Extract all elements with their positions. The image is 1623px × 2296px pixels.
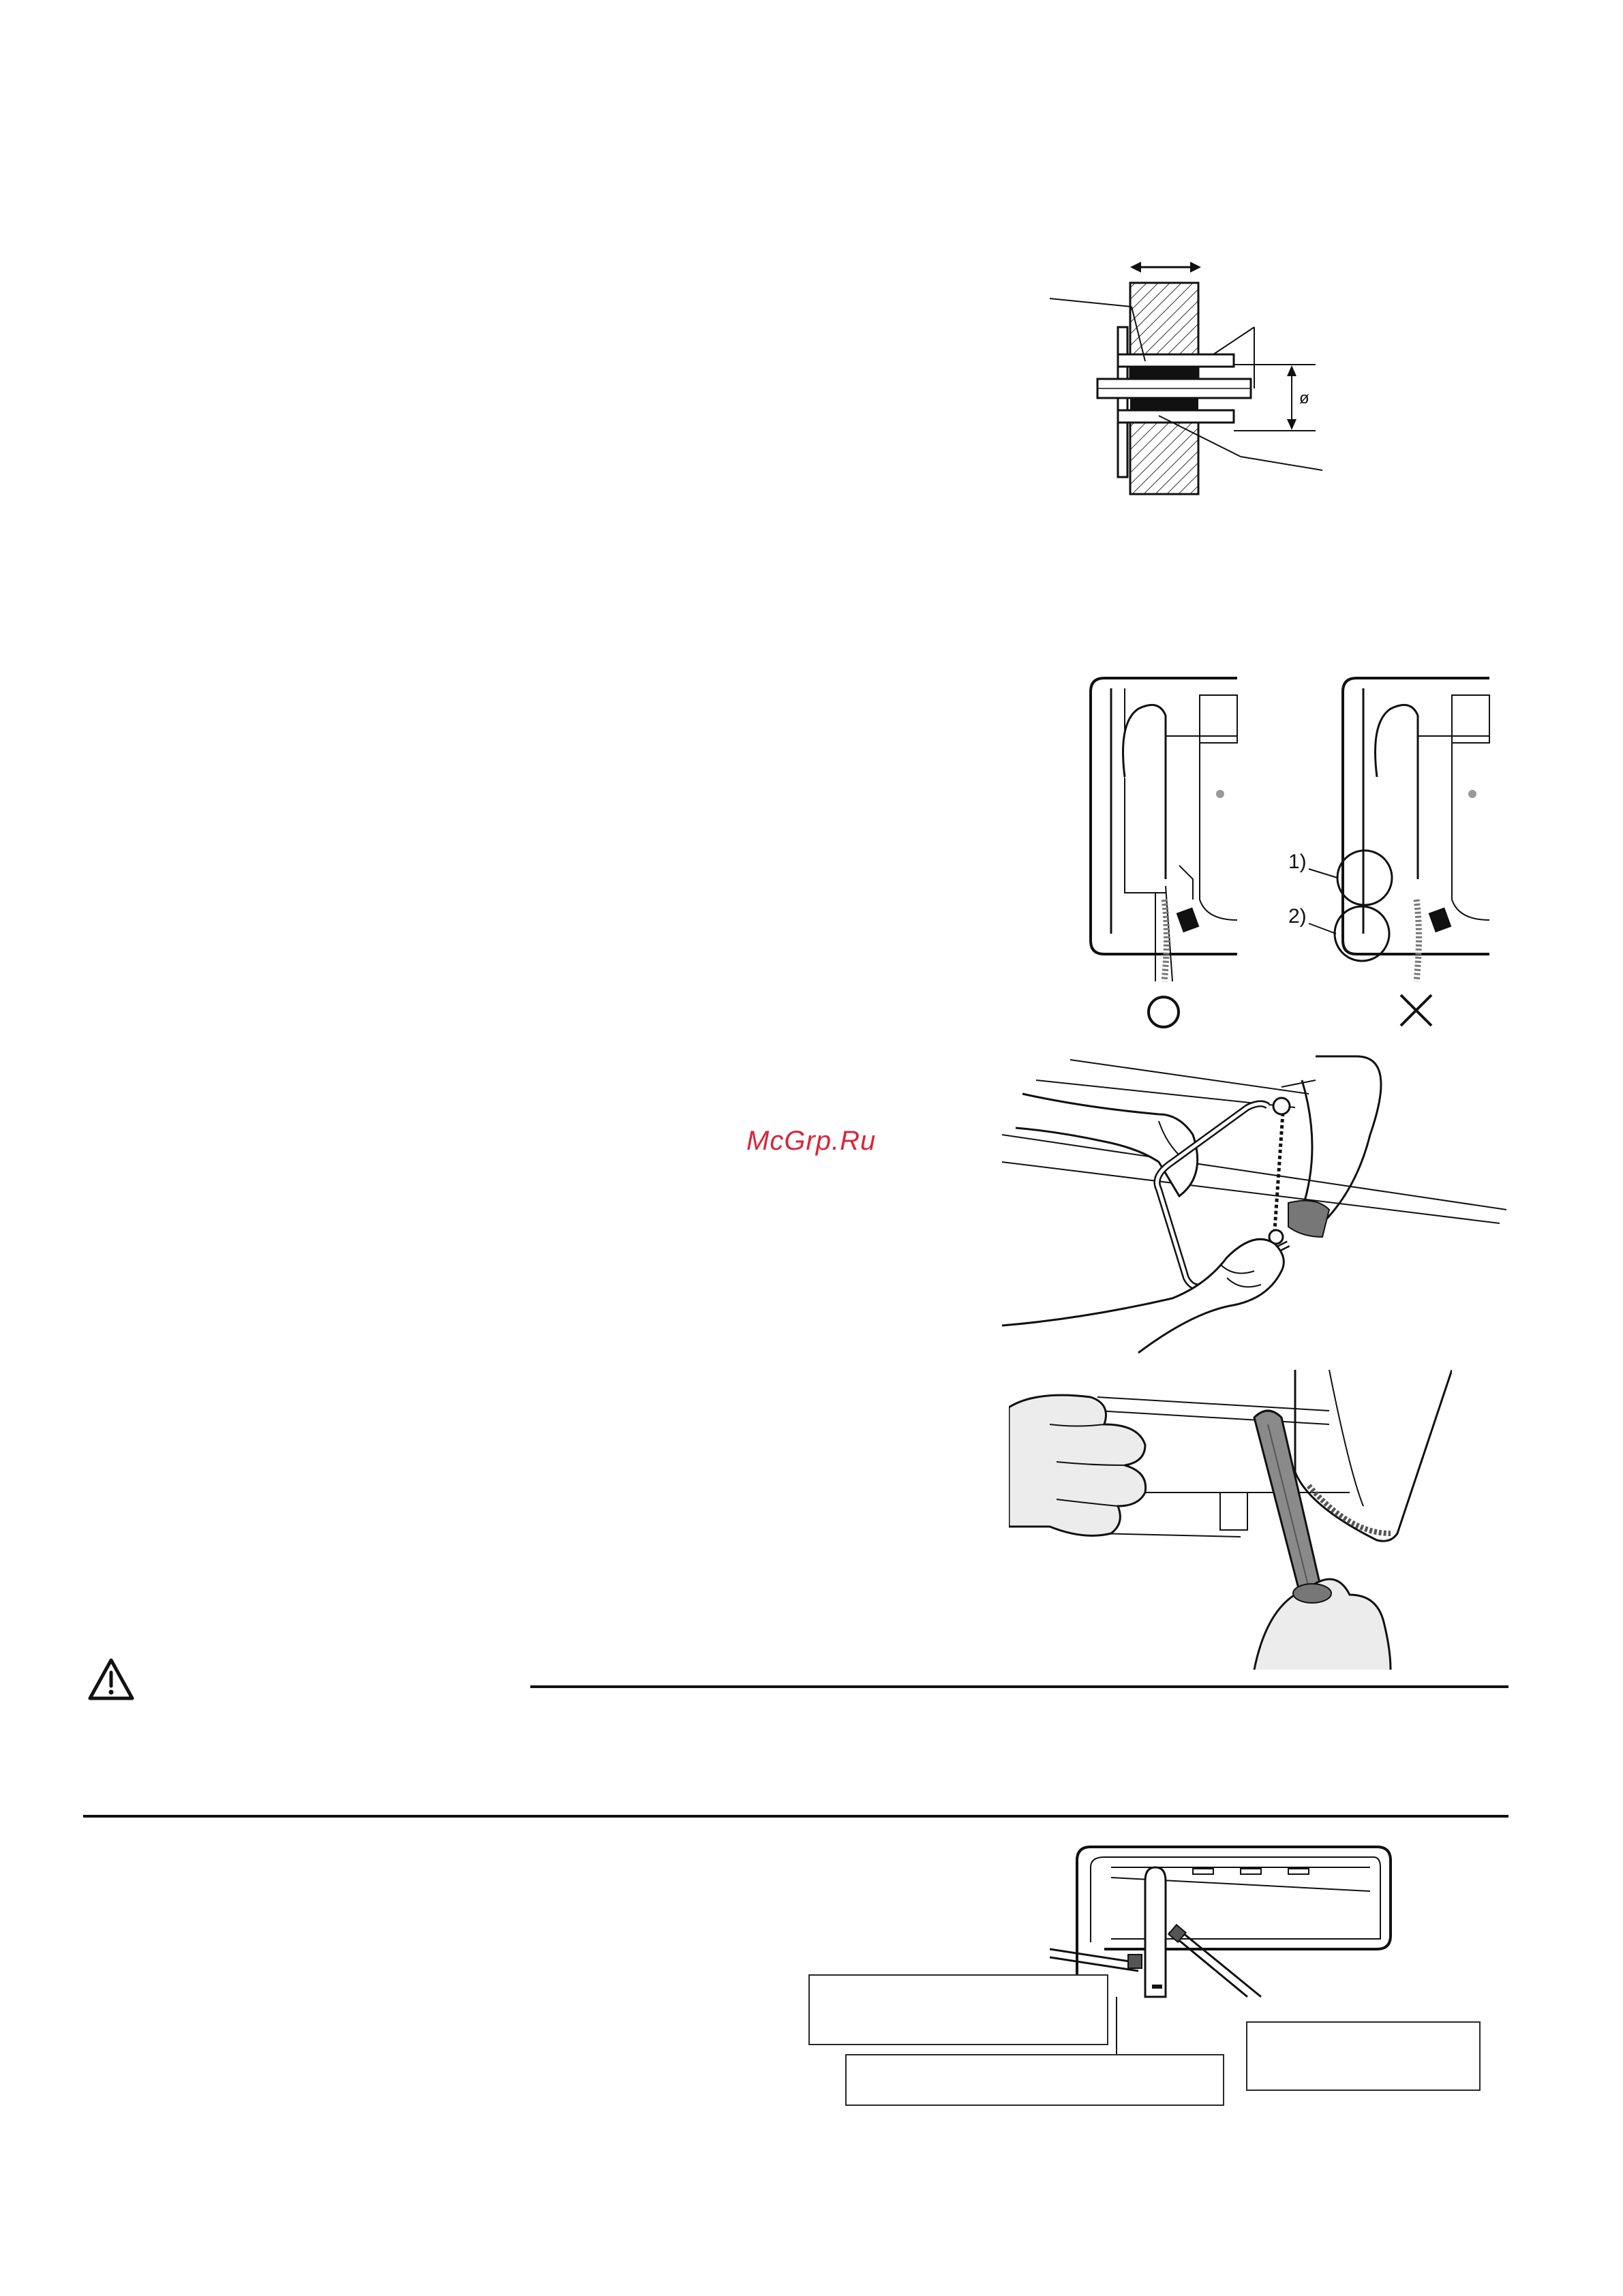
watermark: McGrp.Ru bbox=[746, 1126, 877, 1156]
problem-circle-1 bbox=[1337, 851, 1392, 905]
unit-incorrect bbox=[1309, 678, 1489, 981]
incorrect-cross-icon bbox=[1401, 995, 1431, 1026]
correct-circle-icon bbox=[1149, 997, 1179, 1027]
diameter-symbol: ø bbox=[1299, 389, 1309, 408]
callout-1: 1) bbox=[1288, 851, 1307, 873]
label-box-right bbox=[1246, 2021, 1481, 2091]
section-divider bbox=[83, 1815, 1508, 1818]
hacksaw-cut-illustration bbox=[1002, 1053, 1506, 1356]
label-box-middle bbox=[845, 2054, 1224, 2106]
callout-2: 2) bbox=[1288, 905, 1307, 928]
file-edge-illustration bbox=[1009, 1370, 1452, 1670]
warning-rule bbox=[530, 1685, 1508, 1688]
label-box-left bbox=[808, 1974, 1108, 2045]
wall-sleeve-diagram bbox=[1050, 252, 1322, 498]
warning-triangle-icon bbox=[87, 1657, 135, 1701]
label-leaders bbox=[1091, 1949, 1227, 2058]
unit-correct bbox=[1091, 678, 1237, 981]
hose-routing-diagram bbox=[1084, 675, 1493, 1036]
